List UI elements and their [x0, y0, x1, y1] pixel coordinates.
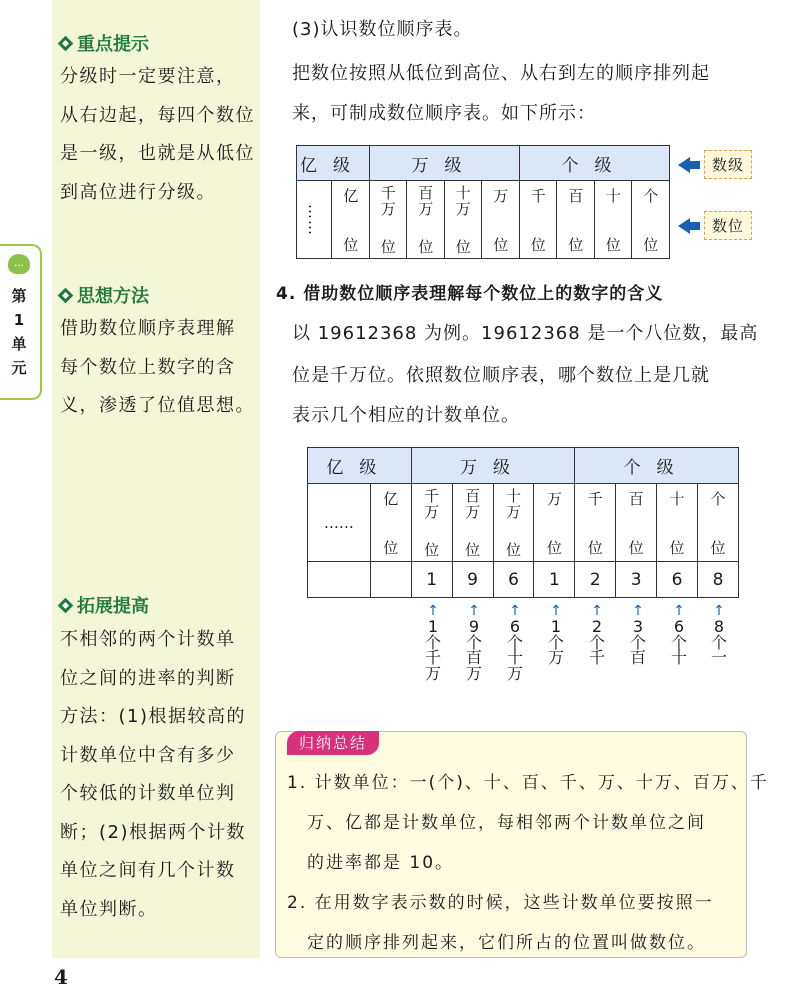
meaning-char: 十 [506, 648, 523, 667]
item3-title: (3)认识数位顺序表。 [292, 19, 473, 40]
digit-cell: 3 [616, 562, 657, 598]
empty-cell [308, 562, 371, 598]
place-cell: 千万 位 [411, 484, 452, 562]
meaning-char: 万 [506, 663, 523, 683]
section-title-key-points: 重点提示 [60, 30, 149, 56]
place-cell: 十万 位 [493, 484, 534, 562]
digit-cell: 1 [534, 562, 575, 598]
section-4-heading: 4. 借助数位顺序表理解每个数位上的数字的含义 [276, 284, 664, 304]
diamond-icon [58, 35, 74, 51]
meaning-column [628, 603, 648, 666]
dots-cell: …… [308, 484, 371, 562]
place-cell: 十 位 [594, 181, 632, 259]
meaning-char: 9 [468, 617, 480, 636]
summary-p1-line3: 的进率都是 10。 [307, 853, 455, 873]
meaning-char: 个 [710, 632, 727, 652]
level-wan: 万级 [369, 146, 519, 181]
meaning-char: 个 [629, 632, 646, 652]
thinking-method-text: 借助数位顺序表理解 每个数位上数字的含 义，渗透了位值思想。 [60, 318, 255, 416]
place-cell: 千 位 [519, 181, 557, 259]
meaning-column [464, 603, 484, 681]
meaning-char: 2 [591, 617, 603, 636]
place-cell: 个 位 [632, 181, 670, 259]
item3-line1: 把数位按照从低位到高位、从右到左的顺序排列起 [292, 63, 710, 84]
meaning-char: 个 [465, 632, 482, 652]
meaning-char: 百 [465, 648, 482, 667]
meaning-column [423, 603, 443, 681]
p4-line1: 以 19612368 为例。19612368 是一个八位数，最高 [292, 323, 759, 344]
place-cell: 亿 位 [332, 181, 370, 259]
page-number: 4 [54, 965, 68, 989]
arrow-left-icon [678, 157, 690, 173]
arrow-up-icon: ↑ [591, 603, 603, 619]
meaning-char: 8 [713, 617, 725, 636]
diamond-icon [58, 287, 74, 303]
level-yi: 亿级 [308, 448, 412, 484]
level-label: 数级 [678, 150, 752, 179]
p4-line2: 位是千万位。依照数位顺序表，哪个数位上是几就 [292, 365, 710, 386]
empty-cell [370, 562, 411, 598]
meaning-column [546, 603, 566, 666]
example-table [307, 447, 739, 598]
level-wan: 万级 [411, 448, 575, 484]
meaning-column [709, 603, 729, 666]
place-value-table [296, 145, 670, 259]
diamond-icon [58, 597, 74, 613]
arrow-left-icon [678, 218, 690, 234]
item3-line2: 来，可制成数位顺序表。如下所示： [292, 103, 596, 124]
summary-p2-line2: 定的顺序排列起来，它们所占的位置叫做数位。 [307, 933, 706, 953]
place-cell: 百万 位 [452, 484, 493, 562]
unit-label: 第 1 单 元 [11, 287, 27, 377]
meaning-char: 万 [547, 648, 564, 667]
meaning-char: 个 [670, 632, 687, 652]
place-cell: 个 位 [697, 484, 738, 562]
meaning-char: 个 [506, 632, 523, 652]
place-cell: 亿 位 [370, 484, 411, 562]
digit-cell: 6 [657, 562, 698, 598]
key-points-text: 分级时一定要注意， 从右边起，每四个数位 是一级，也就是从低位 到高位进行分级。 [60, 66, 255, 203]
meaning-char: 3 [632, 617, 644, 636]
arrow-up-icon: ↑ [713, 603, 725, 619]
meaning-char: 个 [547, 632, 564, 652]
place-cell: 万 位 [482, 181, 520, 259]
digit-cell: 2 [575, 562, 616, 598]
arrow-up-icon: ↑ [673, 603, 685, 619]
meaning-char: 个 [588, 632, 605, 652]
p4-line3: 表示几个相应的计数单位。 [292, 405, 520, 426]
meaning-char: 百 [629, 648, 646, 667]
summary-badge: 归纳总结 [287, 731, 379, 755]
place-cell: 千 位 [575, 484, 616, 562]
meaning-char: 千 [424, 648, 441, 667]
meaning-char: 6 [509, 617, 521, 636]
arrow-up-icon: ↑ [509, 603, 521, 619]
meaning-char: 十 [670, 648, 687, 667]
section-title-thinking-method: 思想方法 [60, 282, 149, 308]
meaning-char: 个 [424, 632, 441, 652]
meaning-column [505, 603, 525, 681]
place-cell: 十 位 [657, 484, 698, 562]
place-cell: 十万 位 [444, 181, 482, 259]
meaning-char: 一 [710, 648, 727, 667]
place-cell: 百 位 [616, 484, 657, 562]
summary-box [275, 731, 747, 958]
arrow-up-icon: ↑ [468, 603, 480, 619]
meaning-char: 万 [424, 663, 441, 683]
meaning-char: 1 [427, 617, 439, 636]
place-cell: 万 位 [534, 484, 575, 562]
summary-p1-line1: 1. 计数单位：一(个)、十、百、千、万、十万、百万、千 [287, 773, 769, 793]
arrow-up-icon: ↑ [550, 603, 562, 619]
extension-text: 不相邻的两个计数单 位之间的进率的判断 方法：(1)根据较高的 计数单位中含有多少 个较低的计数单位判 断；(2)根据两个计数 单位之间有几个计数 单位判断。 [60, 629, 246, 920]
unit-tab [0, 244, 42, 400]
digit-cell: 8 [697, 562, 738, 598]
meaning-char: 万 [465, 663, 482, 683]
digit-cell: 9 [452, 562, 493, 598]
level-ge: 个级 [575, 448, 739, 484]
arrow-up-icon: ↑ [427, 603, 439, 619]
meaning-column [587, 603, 607, 666]
summary-p1-line2: 万、亿都是计数单位，每相邻两个计数单位之间 [307, 813, 706, 833]
place-cell: 千万 位 [369, 181, 407, 259]
place-label: 数位 [678, 211, 752, 240]
section-title-extension: 拓展提高 [60, 592, 149, 618]
arrow-up-icon: ↑ [632, 603, 644, 619]
level-yi: 亿级 [297, 146, 370, 181]
summary-p2-line1: 2. 在用数字表示数的时候，这些计数单位要按照一 [287, 893, 714, 913]
place-cell: 百万 位 [407, 181, 445, 259]
digit-cell: 6 [493, 562, 534, 598]
meaning-column [669, 603, 689, 666]
meaning-char: 6 [673, 617, 685, 636]
bunny-icon: … [8, 254, 30, 274]
level-ge: 个级 [519, 146, 669, 181]
dots-cell: …… [297, 181, 332, 259]
meaning-char: 1 [550, 617, 562, 636]
meaning-char: 千 [588, 648, 605, 667]
digit-cell: 1 [411, 562, 452, 598]
place-cell: 百 位 [557, 181, 595, 259]
